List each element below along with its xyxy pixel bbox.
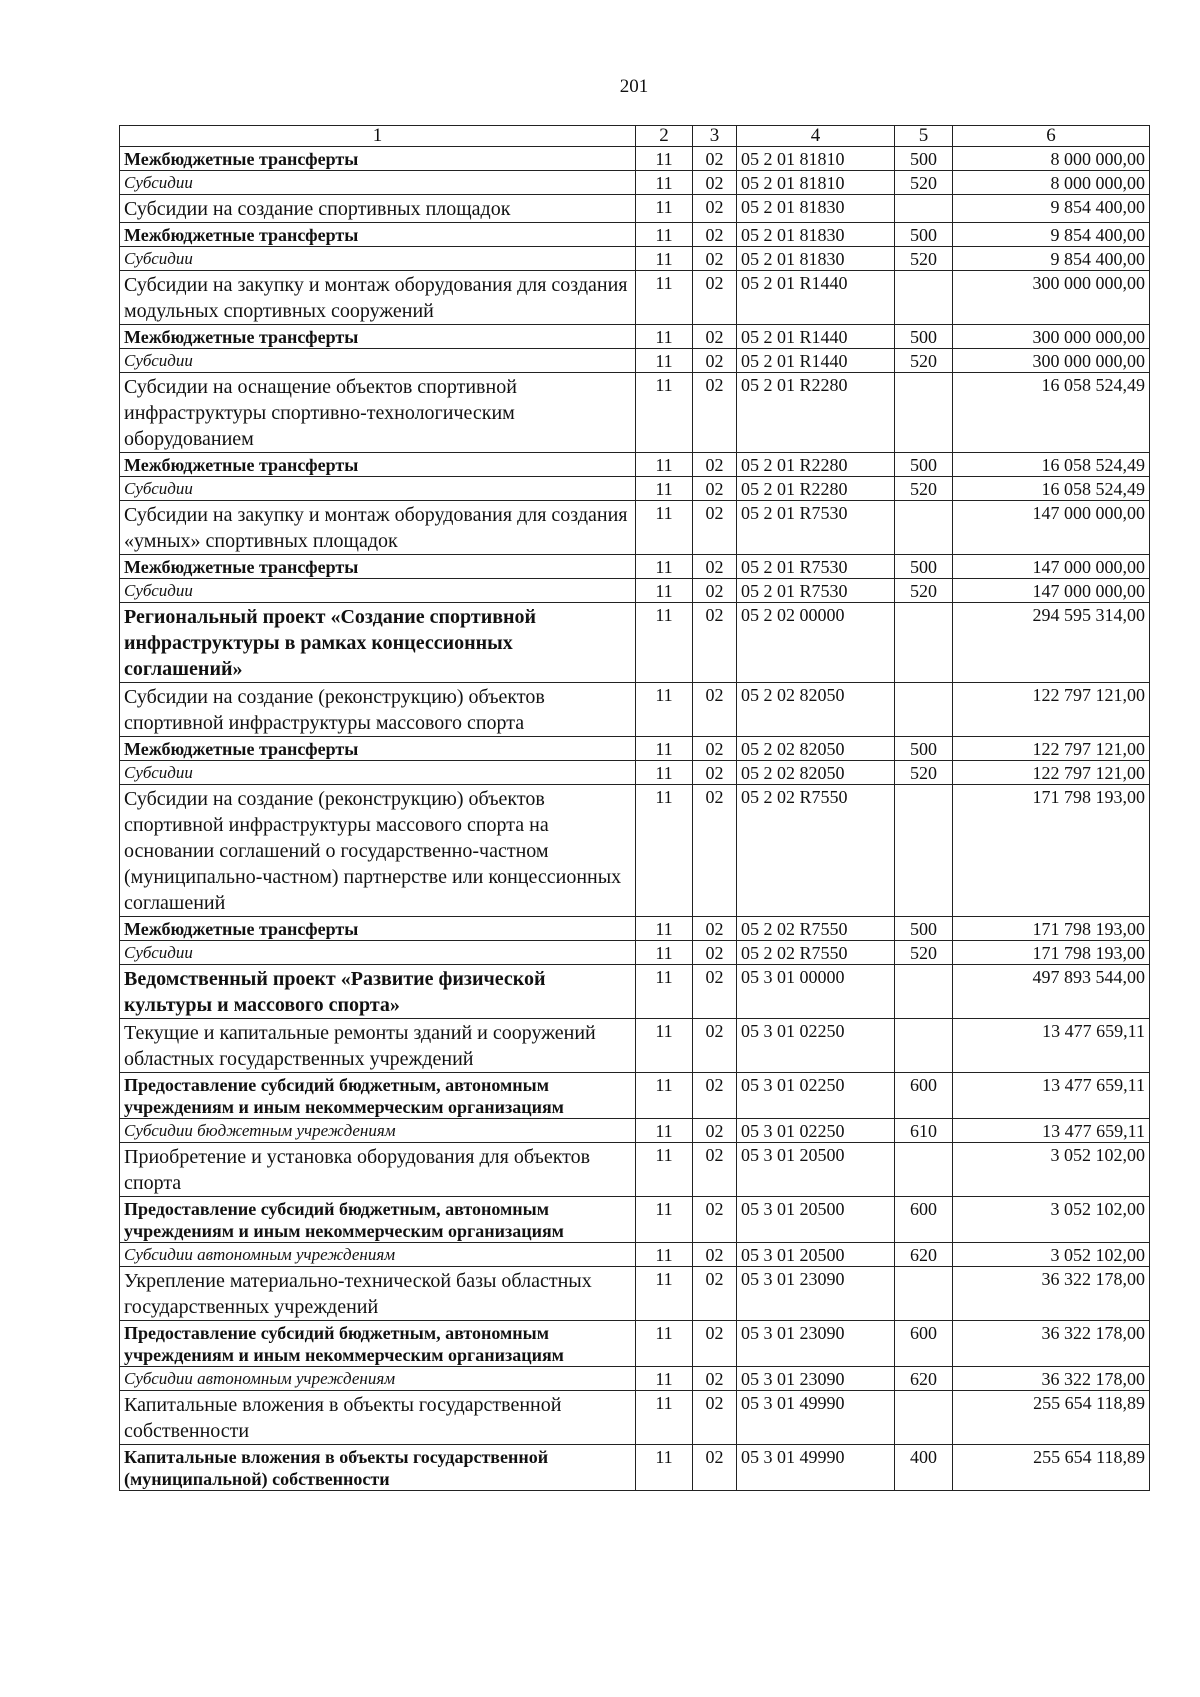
amount-cell: 3 052 102,00 [953,1243,1150,1267]
row-name-cell: Субсидии на оснащение объектов спортивной инфраструктуры спортивно-технологическим оборудованием [120,373,636,453]
table-row [120,737,1150,761]
target-article-cell: 05 3 01 49990 [737,1391,895,1445]
target-article-cell: 05 3 01 23090 [737,1367,895,1391]
column-header-4: 4 [737,126,895,147]
section-cell: 11 [636,941,693,965]
expense-type-cell [895,373,953,453]
amount-cell: 9 854 400,00 [953,247,1150,271]
row-name-cell: Предоставление субсидий бюджетным, автономным учреждениям и иным некоммерческим организациям [120,1321,636,1367]
section-cell: 11 [636,1243,693,1267]
target-article-cell: 05 2 02 82050 [737,683,895,737]
page-number: 201 [619,76,649,97]
amount-cell: 171 798 193,00 [953,941,1150,965]
column-header-2: 2 [636,126,693,147]
row-name-cell: Ведомственный проект «Развитие физической культуры и массового спорта» [120,965,636,1019]
target-article-cell: 05 2 01 R7530 [737,555,895,579]
amount-cell: 171 798 193,00 [953,785,1150,917]
section-cell: 11 [636,477,693,501]
section-cell: 11 [636,147,693,171]
target-article-cell: 05 2 01 R1440 [737,325,895,349]
row-name-cell: Субсидии [120,171,636,195]
subsection-cell: 02 [693,349,737,373]
column-number-row [120,126,1150,147]
subsection-cell: 02 [693,147,737,171]
section-cell: 11 [636,1019,693,1073]
amount-cell: 13 477 659,11 [953,1073,1150,1119]
section-cell: 11 [636,1267,693,1321]
section-cell: 11 [636,1073,693,1119]
table-row [120,1267,1150,1321]
expense-type-cell: 520 [895,171,953,195]
row-name-cell: Предоставление субсидий бюджетным, автономным учреждениям и иным некоммерческим организациям [120,1073,636,1119]
section-cell: 11 [636,501,693,555]
section-cell: 11 [636,271,693,325]
target-article-cell: 05 3 01 02250 [737,1119,895,1143]
amount-cell: 122 797 121,00 [953,683,1150,737]
amount-cell: 122 797 121,00 [953,761,1150,785]
section-cell: 11 [636,195,693,223]
table-row [120,555,1150,579]
target-article-cell: 05 2 01 81810 [737,171,895,195]
section-cell: 11 [636,1367,693,1391]
table-row [120,579,1150,603]
table-row [120,453,1150,477]
section-cell: 11 [636,917,693,941]
subsection-cell: 02 [693,761,737,785]
table-row [120,223,1150,247]
amount-cell: 147 000 000,00 [953,501,1150,555]
subsection-cell: 02 [693,917,737,941]
section-cell: 11 [636,1321,693,1367]
subsection-cell: 02 [693,247,737,271]
row-name-cell: Межбюджетные трансферты [120,737,636,761]
target-article-cell: 05 3 01 49990 [737,1445,895,1491]
subsection-cell: 02 [693,195,737,223]
expense-type-cell [895,1391,953,1445]
target-article-cell: 05 2 02 82050 [737,737,895,761]
row-name-cell: Межбюджетные трансферты [120,223,636,247]
target-article-cell: 05 2 02 82050 [737,761,895,785]
table-row [120,373,1150,453]
row-name-cell: Субсидии [120,477,636,501]
row-name-cell: Субсидии бюджетным учреждениям [120,1119,636,1143]
expense-type-cell: 500 [895,223,953,247]
row-name-cell: Субсидии [120,247,636,271]
row-name-cell: Капитальные вложения в объекты государственной (муниципальной) собственности [120,1445,636,1491]
column-header-1: 1 [120,126,636,147]
expense-type-cell [895,683,953,737]
subsection-cell: 02 [693,325,737,349]
section-cell: 11 [636,373,693,453]
target-article-cell: 05 2 01 81830 [737,247,895,271]
subsection-cell: 02 [693,477,737,501]
row-name-cell: Межбюджетные трансферты [120,147,636,171]
expense-type-cell: 520 [895,477,953,501]
table-row [120,1445,1150,1491]
amount-cell: 36 322 178,00 [953,1367,1150,1391]
target-article-cell: 05 2 01 R2280 [737,477,895,501]
row-name-cell: Региональный проект «Создание спортивной инфраструктуры в рамках концессионных соглашений» [120,603,636,683]
subsection-cell: 02 [693,579,737,603]
section-cell: 11 [636,1119,693,1143]
target-article-cell: 05 2 01 R7530 [737,579,895,603]
amount-cell: 36 322 178,00 [953,1267,1150,1321]
target-article-cell: 05 2 01 R2280 [737,453,895,477]
target-article-cell: 05 3 01 20500 [737,1197,895,1243]
section-cell: 11 [636,349,693,373]
target-article-cell: 05 3 01 20500 [737,1143,895,1197]
table-row [120,761,1150,785]
expense-type-cell: 500 [895,453,953,477]
table-row [120,247,1150,271]
table-row [120,271,1150,325]
subsection-cell: 02 [693,223,737,247]
expense-type-cell [895,271,953,325]
section-cell: 11 [636,1391,693,1445]
row-name-cell: Предоставление субсидий бюджетным, автономным учреждениям и иным некоммерческим организациям [120,1197,636,1243]
amount-cell: 8 000 000,00 [953,147,1150,171]
section-cell: 11 [636,1445,693,1491]
target-article-cell: 05 2 01 R2280 [737,373,895,453]
row-name-cell: Субсидии на создание спортивных площадок [120,195,636,223]
subsection-cell: 02 [693,1019,737,1073]
expense-type-cell: 610 [895,1119,953,1143]
subsection-cell: 02 [693,603,737,683]
row-name-cell: Субсидии [120,941,636,965]
target-article-cell: 05 2 02 R7550 [737,785,895,917]
subsection-cell: 02 [693,1073,737,1119]
section-cell: 11 [636,555,693,579]
subsection-cell: 02 [693,1119,737,1143]
section-cell: 11 [636,761,693,785]
table-row [120,1073,1150,1119]
target-article-cell: 05 2 01 81830 [737,223,895,247]
amount-cell: 255 654 118,89 [953,1391,1150,1445]
row-name-cell: Субсидии на закупку и монтаж оборудования для создания модульных спортивных сооружений [120,271,636,325]
expense-type-cell: 520 [895,761,953,785]
amount-cell: 13 477 659,11 [953,1119,1150,1143]
row-name-cell: Межбюджетные трансферты [120,555,636,579]
expense-type-cell: 600 [895,1197,953,1243]
table-row [120,965,1150,1019]
subsection-cell: 02 [693,453,737,477]
target-article-cell: 05 3 01 02250 [737,1019,895,1073]
table-row [120,1367,1150,1391]
table-row [120,1391,1150,1445]
expense-type-cell: 520 [895,941,953,965]
table-row [120,683,1150,737]
subsection-cell: 02 [693,1367,737,1391]
column-header-5: 5 [895,126,953,147]
expense-type-cell: 620 [895,1367,953,1391]
table-row [120,1243,1150,1267]
table-row [120,171,1150,195]
row-name-cell: Субсидии [120,349,636,373]
expense-type-cell [895,195,953,223]
target-article-cell: 05 3 01 23090 [737,1321,895,1367]
amount-cell: 300 000 000,00 [953,271,1150,325]
amount-cell: 171 798 193,00 [953,917,1150,941]
table-row [120,917,1150,941]
expense-type-cell [895,1267,953,1321]
target-article-cell: 05 2 02 00000 [737,603,895,683]
section-cell: 11 [636,247,693,271]
row-name-cell: Межбюджетные трансферты [120,917,636,941]
row-name-cell: Капитальные вложения в объекты государственной собственности [120,1391,636,1445]
table-row [120,195,1150,223]
subsection-cell: 02 [693,1321,737,1367]
subsection-cell: 02 [693,785,737,917]
amount-cell: 16 058 524,49 [953,373,1150,453]
table-row [120,147,1150,171]
subsection-cell: 02 [693,1197,737,1243]
target-article-cell: 05 3 01 20500 [737,1243,895,1267]
amount-cell: 16 058 524,49 [953,453,1150,477]
section-cell: 11 [636,223,693,247]
section-cell: 11 [636,453,693,477]
table-row [120,1019,1150,1073]
row-name-cell: Субсидии на закупку и монтаж оборудования для создания «умных» спортивных площадок [120,501,636,555]
row-name-cell: Субсидии автономным учреждениям [120,1367,636,1391]
table-row [120,349,1150,373]
section-cell: 11 [636,737,693,761]
section-cell: 11 [636,1143,693,1197]
subsection-cell: 02 [693,501,737,555]
subsection-cell: 02 [693,1243,737,1267]
expense-type-cell: 500 [895,555,953,579]
target-article-cell: 05 2 01 R1440 [737,271,895,325]
amount-cell: 147 000 000,00 [953,555,1150,579]
subsection-cell: 02 [693,171,737,195]
table-row [120,1197,1150,1243]
row-name-cell: Укрепление материально-технической базы областных государственных учреждений [120,1267,636,1321]
target-article-cell: 05 3 01 00000 [737,965,895,1019]
section-cell: 11 [636,325,693,349]
expense-type-cell: 600 [895,1073,953,1119]
section-cell: 11 [636,1197,693,1243]
row-name-cell: Межбюджетные трансферты [120,453,636,477]
amount-cell: 3 052 102,00 [953,1143,1150,1197]
target-article-cell: 05 2 01 R7530 [737,501,895,555]
amount-cell: 9 854 400,00 [953,223,1150,247]
expense-type-cell [895,785,953,917]
expense-type-cell [895,1143,953,1197]
expense-type-cell: 500 [895,737,953,761]
amount-cell: 3 052 102,00 [953,1197,1150,1243]
expense-type-cell: 400 [895,1445,953,1491]
target-article-cell: 05 2 02 R7550 [737,917,895,941]
section-cell: 11 [636,579,693,603]
row-name-cell: Межбюджетные трансферты [120,325,636,349]
row-name-cell: Текущие и капитальные ремонты зданий и сооружений областных государственных учреждений [120,1019,636,1073]
subsection-cell: 02 [693,683,737,737]
table-body [120,147,1150,1491]
table-row [120,477,1150,501]
target-article-cell: 05 2 01 81810 [737,147,895,171]
amount-cell: 300 000 000,00 [953,349,1150,373]
expense-type-cell: 520 [895,579,953,603]
subsection-cell: 02 [693,1391,737,1445]
section-cell: 11 [636,171,693,195]
subsection-cell: 02 [693,737,737,761]
table-row [120,1119,1150,1143]
table-row [120,941,1150,965]
subsection-cell: 02 [693,1445,737,1491]
amount-cell: 9 854 400,00 [953,195,1150,223]
expense-type-cell: 520 [895,247,953,271]
expense-type-cell: 600 [895,1321,953,1367]
amount-cell: 13 477 659,11 [953,1019,1150,1073]
row-name-cell: Субсидии автономным учреждениям [120,1243,636,1267]
table-row [120,603,1150,683]
expense-type-cell [895,501,953,555]
expense-type-cell [895,965,953,1019]
row-name-cell: Субсидии на создание (реконструкцию) объектов спортивной инфраструктуры массового спорта на основании соглашений о государственно-частном (муниципально-частном) партнерстве или концессионных соглашений [120,785,636,917]
expense-type-cell: 500 [895,147,953,171]
amount-cell: 122 797 121,00 [953,737,1150,761]
amount-cell: 294 595 314,00 [953,603,1150,683]
target-article-cell: 05 3 01 02250 [737,1073,895,1119]
amount-cell: 36 322 178,00 [953,1321,1150,1367]
section-cell: 11 [636,683,693,737]
target-article-cell: 05 3 01 23090 [737,1267,895,1321]
table-row [120,1321,1150,1367]
amount-cell: 8 000 000,00 [953,171,1150,195]
subsection-cell: 02 [693,1143,737,1197]
subsection-cell: 02 [693,373,737,453]
amount-cell: 255 654 118,89 [953,1445,1150,1491]
target-article-cell: 05 2 01 81830 [737,195,895,223]
expense-type-cell [895,603,953,683]
section-cell: 11 [636,785,693,917]
table-row [120,1143,1150,1197]
subsection-cell: 02 [693,271,737,325]
row-name-cell: Субсидии [120,579,636,603]
table-row [120,501,1150,555]
column-header-3: 3 [693,126,737,147]
row-name-cell: Приобретение и установка оборудования для объектов спорта [120,1143,636,1197]
budget-table [119,125,1150,1491]
table-header [120,126,1150,147]
row-name-cell: Субсидии на создание (реконструкцию) объектов спортивной инфраструктуры массового спорта [120,683,636,737]
table-row [120,785,1150,917]
amount-cell: 16 058 524,49 [953,477,1150,501]
expense-type-cell: 500 [895,325,953,349]
table-row [120,325,1150,349]
subsection-cell: 02 [693,555,737,579]
subsection-cell: 02 [693,941,737,965]
expense-type-cell [895,1019,953,1073]
target-article-cell: 05 2 01 R1440 [737,349,895,373]
amount-cell: 300 000 000,00 [953,325,1150,349]
subsection-cell: 02 [693,1267,737,1321]
amount-cell: 147 000 000,00 [953,579,1150,603]
column-header-6: 6 [953,126,1150,147]
expense-type-cell: 620 [895,1243,953,1267]
expense-type-cell: 500 [895,917,953,941]
subsection-cell: 02 [693,965,737,1019]
amount-cell: 497 893 544,00 [953,965,1150,1019]
row-name-cell: Субсидии [120,761,636,785]
section-cell: 11 [636,965,693,1019]
expense-type-cell: 520 [895,349,953,373]
section-cell: 11 [636,603,693,683]
target-article-cell: 05 2 02 R7550 [737,941,895,965]
